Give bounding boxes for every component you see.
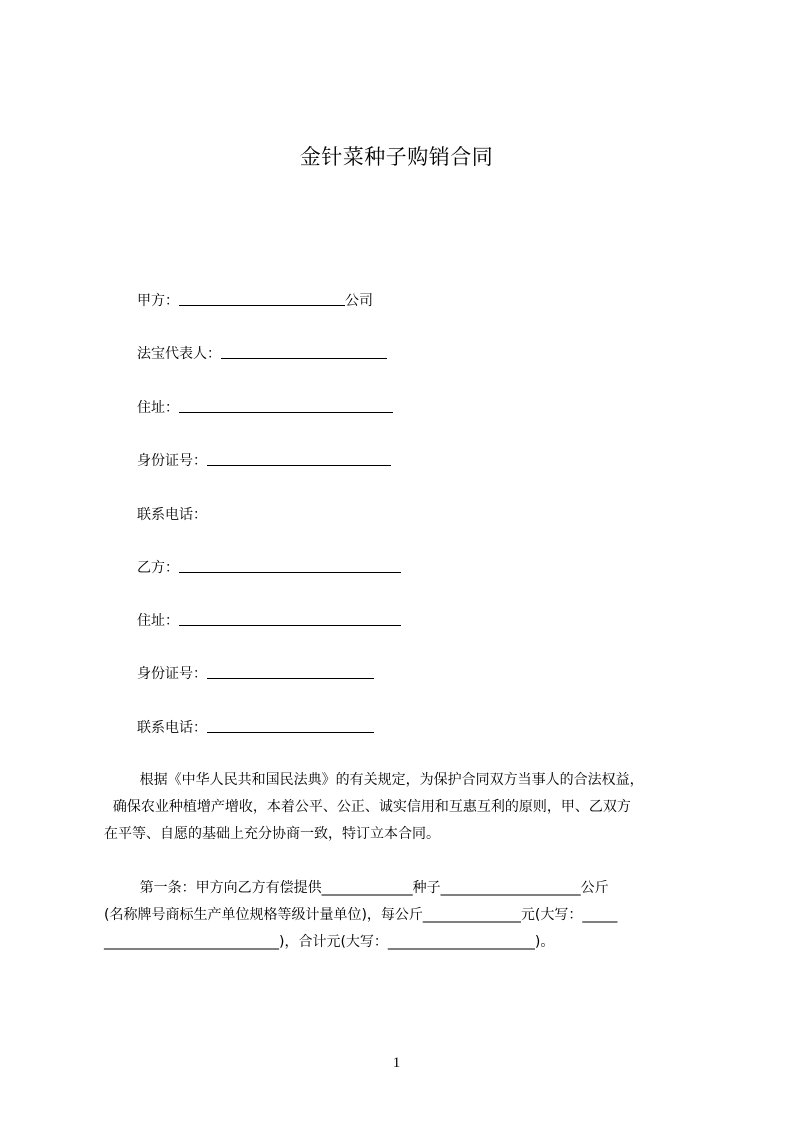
article1-line-2: (名称牌号商标生产单位规格等级计量单位)，每公斤______________元(大写：_____ [104, 907, 618, 923]
party-b-phone-line [137, 718, 374, 738]
party-a-phone-label: 联系电话： [137, 507, 207, 523]
party-b-id-line [137, 664, 374, 684]
legal-rep-line [137, 344, 387, 364]
party-a-suffix: 公司 [345, 293, 373, 309]
party-b-address-line [137, 611, 401, 631]
party-b-label: 乙方： [137, 560, 179, 576]
party-b-address-label: 住址： [137, 613, 179, 629]
article1-line-3: _________________________)，合计元(大写：_____________________)。 [104, 934, 555, 950]
party-b-address-blank [179, 611, 401, 626]
party-a-label: 甲方： [137, 293, 179, 309]
party-b-id-blank [207, 664, 374, 679]
party-a-phone-line [137, 505, 207, 525]
article1-line-1: 第一条：甲方向乙方有偿提供_____________种子____________________公斤 [104, 880, 609, 896]
party-a-id-line [137, 451, 391, 471]
preamble-line-1: 根据《中华人民共和国民法典》的有关规定，为保护合同双方当事人的合法权益， [104, 772, 644, 788]
page-number: 1 [392, 1055, 401, 1071]
party-a-id-blank [207, 451, 391, 466]
party-b-phone-blank [207, 718, 374, 733]
preamble-line-2: 确保农业种植增产增收，本着公平、公正、诚实信用和互惠互利的原则，甲、乙双方 [104, 799, 631, 815]
party-a-address-line [137, 398, 393, 418]
party-a-address-label: 住址： [137, 400, 179, 416]
party-a-id-label: 身份证号： [137, 453, 207, 469]
party-a-blank [179, 291, 345, 306]
document-title: 金针菜种子购销合同 [299, 145, 494, 169]
party-b-phone-label: 联系电话： [137, 720, 207, 736]
party-a-address-blank [179, 398, 393, 413]
party-b-id-label: 身份证号： [137, 666, 207, 682]
party-b-line [137, 558, 401, 578]
party-b-blank [179, 558, 401, 573]
legal-rep-label: 法宝代表人： [137, 346, 221, 362]
legal-rep-blank [221, 344, 387, 359]
preamble-line-3: 在平等、自愿的基础上充分协商一致，特订立本合同。 [104, 826, 440, 842]
party-a-line [137, 291, 373, 311]
